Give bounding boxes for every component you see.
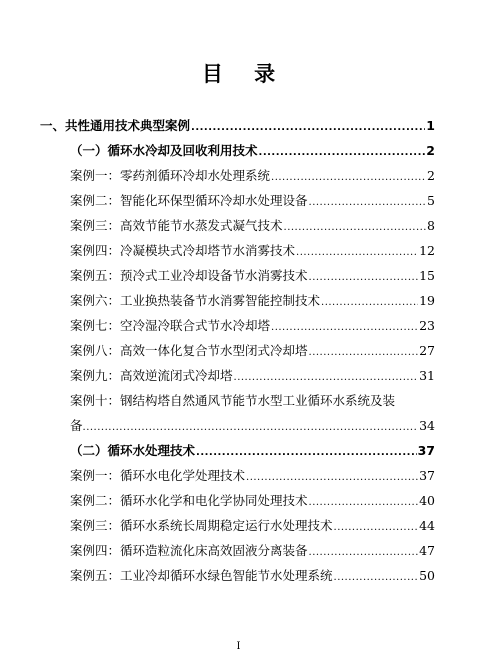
toc-entry[interactable] <box>70 193 435 209</box>
leader-dots <box>191 122 425 134</box>
toc-entry-label: （一）循环水冷却及回收利用技术 <box>70 143 258 158</box>
leader-dots <box>271 172 426 184</box>
toc-entry[interactable] <box>70 218 435 234</box>
toc-entry-page: 37 <box>419 468 435 483</box>
toc-entry[interactable] <box>70 293 435 309</box>
leader-dots <box>321 297 418 309</box>
leader-dots <box>309 547 419 559</box>
toc-entry[interactable] <box>70 343 435 359</box>
toc-entry[interactable] <box>70 168 435 184</box>
toc-entry-label: 案例一：循环水电化学处理技术 <box>70 468 246 483</box>
toc-entry-page: 15 <box>419 268 435 283</box>
leader-dots <box>246 472 418 484</box>
toc-entry[interactable] <box>70 518 435 534</box>
toc-entry-page: 50 <box>419 568 435 583</box>
toc-entry[interactable] <box>70 468 435 484</box>
leader-dots <box>334 572 419 584</box>
leader-dots <box>271 322 418 334</box>
toc-entry-page: 27 <box>419 343 435 358</box>
toc-entry-page: 34 <box>419 418 435 433</box>
toc-entry-page: 12 <box>419 243 435 258</box>
toc-entry-label-line1: 案例十：钢结构塔自然通风节能节水型工业循环水系统及装 <box>70 393 396 408</box>
toc-entry-page: 5 <box>427 193 435 208</box>
leader-dots <box>309 272 419 284</box>
leader-dots <box>296 247 418 259</box>
leader-dots <box>309 197 427 209</box>
toc-entry-page: 2 <box>426 143 435 158</box>
toc-entry-label: 案例二：循环水化学和电化学协同处理技术 <box>70 493 308 508</box>
toc-entry-label: 案例七：空冷湿冷联合式节水冷却塔 <box>70 318 271 333</box>
toc-entry-page: 2 <box>427 168 435 183</box>
toc-entry-label: 案例五：预冷式工业冷却设备节水消雾技术 <box>70 268 308 283</box>
toc-entry-page: 1 <box>426 118 435 133</box>
page-title: 目 录 <box>201 62 288 86</box>
toc-entry[interactable] <box>70 493 435 509</box>
toc-entry-label-line2: 备 <box>70 418 83 433</box>
leader-dots <box>234 372 419 384</box>
leader-dots <box>309 497 419 509</box>
toc-entry[interactable] <box>70 568 435 584</box>
leader-dots <box>259 147 426 159</box>
toc-entry-label: 案例三：循环水系统长周期稳定运行水处理技术 <box>70 518 333 533</box>
toc-entry-sec2[interactable] <box>70 443 435 459</box>
toc-entry-page: 47 <box>419 543 435 558</box>
toc-entry-label: 案例四：循环造粒流化床高效固液分离装备 <box>70 543 308 558</box>
toc-entry-page: 40 <box>419 493 435 508</box>
toc-entry[interactable] <box>70 318 435 334</box>
toc-entry-label: 案例一：零药剂循环冷却水处理系统 <box>70 168 271 183</box>
toc-entry-label: （二）循环水处理技术 <box>70 443 196 458</box>
leader-dots <box>83 422 419 434</box>
toc-entry-label: 案例四：冷凝模块式冷却塔节水消雾技术 <box>70 243 296 258</box>
toc-entry-label: 案例二：智能化环保型循环冷却水处理设备 <box>70 193 308 208</box>
toc-entry-page: 31 <box>419 368 435 383</box>
toc-entry[interactable] <box>70 368 435 384</box>
leader-dots <box>309 347 419 359</box>
toc-entry-multiline[interactable] <box>70 393 435 434</box>
toc-entry-label: 案例五：工业冷却循环水绿色智能节水处理系统 <box>70 568 333 583</box>
leader-dots <box>196 447 417 459</box>
toc-entry[interactable] <box>70 543 435 559</box>
toc-entry-page: 37 <box>417 443 435 458</box>
toc-entry-page: 8 <box>427 218 435 233</box>
toc-entry-part1[interactable] <box>40 118 435 134</box>
toc-entry-page: 23 <box>419 318 435 333</box>
toc-entry-label: 案例三：高效节能节水蒸发式凝气技术 <box>70 218 283 233</box>
toc-entry-sec1[interactable] <box>70 143 435 159</box>
toc-entry-label: 案例六：工业换热装备节水消雾智能控制技术 <box>70 293 321 308</box>
toc-entry-label: 案例八：高效一体化复合节水型闭式冷却塔 <box>70 343 308 358</box>
toc-entry[interactable] <box>70 268 435 284</box>
toc-entry[interactable] <box>70 243 435 259</box>
leader-dots <box>334 522 419 534</box>
page-number: I <box>236 641 241 652</box>
toc-entry-label: 一、共性通用技术典型案例 <box>40 118 191 133</box>
leader-dots <box>284 222 427 234</box>
toc-entry-page: 44 <box>419 518 435 533</box>
toc-entry-page: 19 <box>419 293 435 308</box>
toc-entry-label: 案例九：高效逆流闭式冷却塔 <box>70 368 233 383</box>
